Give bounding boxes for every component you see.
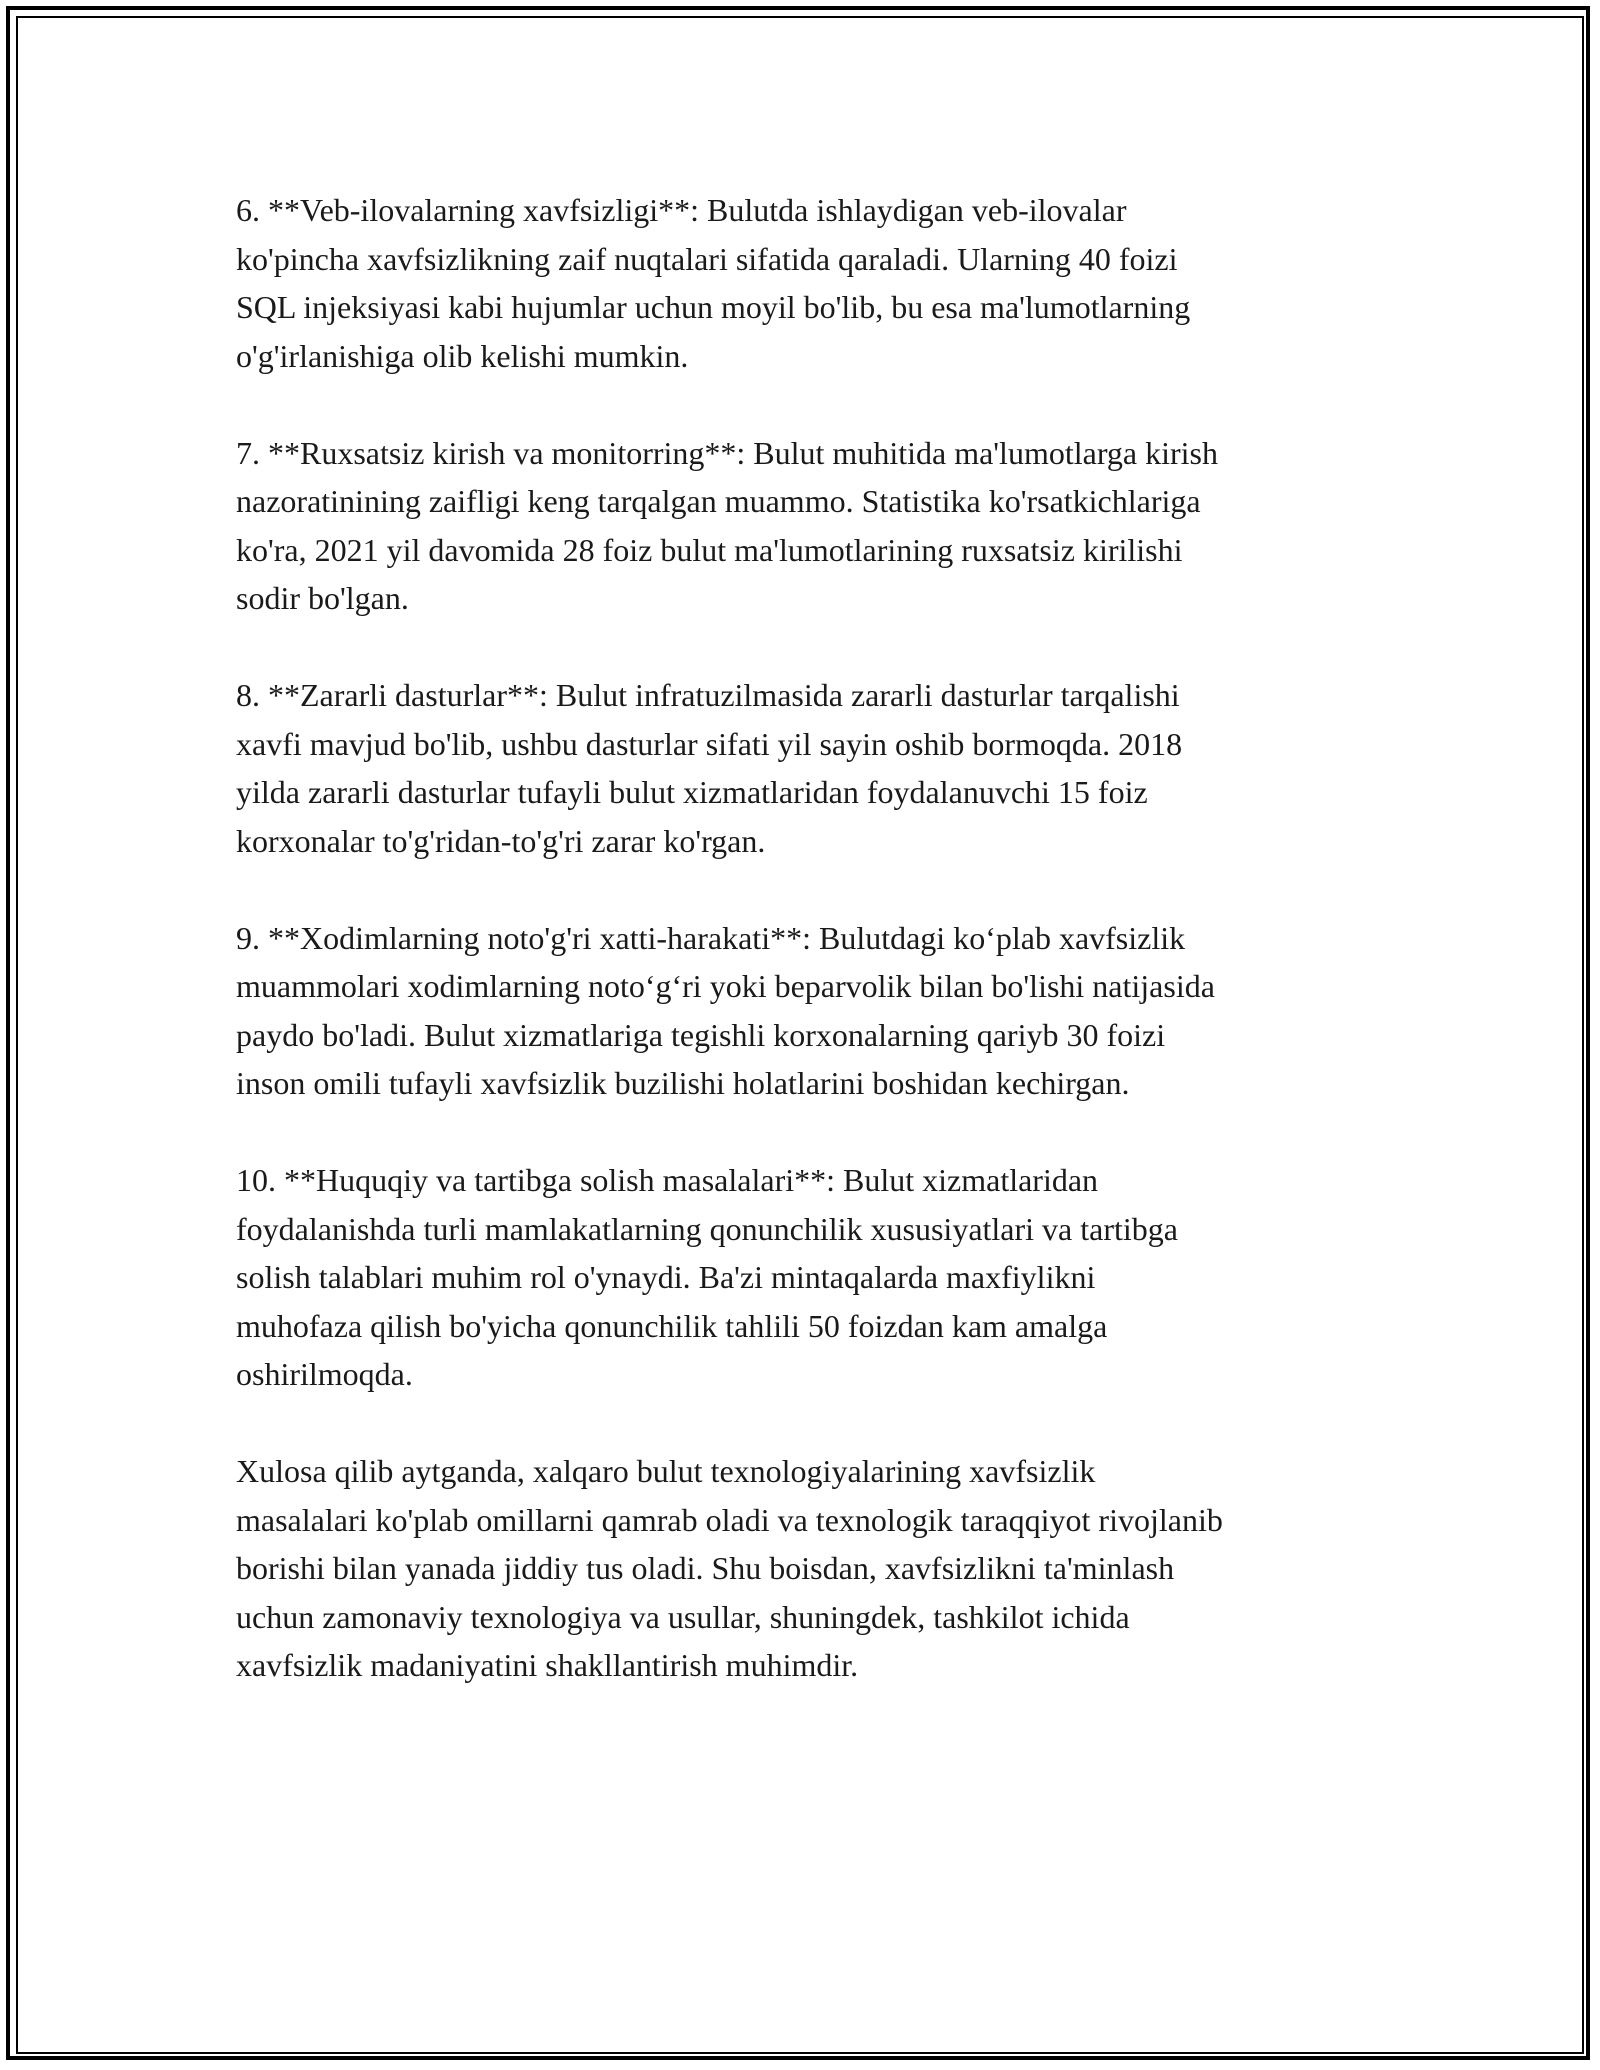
paragraph-item-9: 9. **Xodimlarning noto'g'ri xatti-harakati**: Bulutdagi ko‘plab xavfsizlik muammolari xodimlarning noto‘g‘ri yoki beparvolik bilan bo'lishi natijasida paydo bo'ladi. Bulut xizmatlariga tegishli korxonalarning qariyb 30 foizi inson omili tufayli xavfsizlik buzilishi holatlarini boshidan kechirgan. [236, 919, 1215, 1101]
paragraph-item-10: 10. **Huquqiy va tartibga solish masalalari**: Bulut xizmatlaridan foydalanishda turli mamlakatlarning qonunchilik xususiyatlari va tartibga solish talablari muhim rol o'ynaydi. Ba'zi mintaqalarda maxfiylikni muhofaza qilish bo'yicha qonunchilik tahlili 50 foizdan kam amalga oshirilmoqda. [236, 1162, 1178, 1392]
document-body [236, 186, 1396, 1738]
conclusion-paragraph: Xulosa qilib aytganda, xalqaro bulut texnologiyalarining xavfsizlik masalalari ko'plab omillarni qamrab oladi va texnologik taraqqiyot rivojlanib borishi bilan yanada jiddiy tus oladi. Shu boisdan, xavfsizlikni ta'minlash uchun zamonaviy texnologiya va usullar, shuningdek, tashkilot ichida xavfsizlik madaniyatini shakllantirish muhimdir. [236, 1453, 1223, 1683]
paragraph-item-7: 7. **Ruxsatsiz kirish va monitorring**: Bulut muhitida ma'lumotlarga kirish nazoratinining zaifligi keng tarqalgan muammo. Statistika ko'rsatkichlariga ko'ra, 2021 yil davomida 28 foiz bulut ma'lumotlarining ruxsatsiz kirilishi sodir bo'lgan. [236, 434, 1218, 616]
paragraph-item-8: 8. **Zararli dasturlar**: Bulut infratuzilmasida zararli dasturlar tarqalishi xavfi mavjud bo'lib, ushbu dasturlar sifati yil sayin oshib bormoqda. 2018 yilda zararli dasturlar tufayli bulut xizmatlaridan foydalanuvchi 15 foiz korxonalar to'g'ridan-to'g'ri zarar ko'rgan. [236, 677, 1183, 859]
paragraph-item-6: 6. **Veb-ilovalarning xavfsizligi**: Bulutda ishlaydigan veb-ilovalar ko'pincha xavfsizlikning zaif nuqtalari sifatida qaraladi. Ularning 40 foizi SQL injeksiyasi kabi hujumlar uchun moyil bo'lib, bu esa ma'lumotlarning o'g'irlanishiga olib kelishi mumkin. [236, 192, 1191, 374]
